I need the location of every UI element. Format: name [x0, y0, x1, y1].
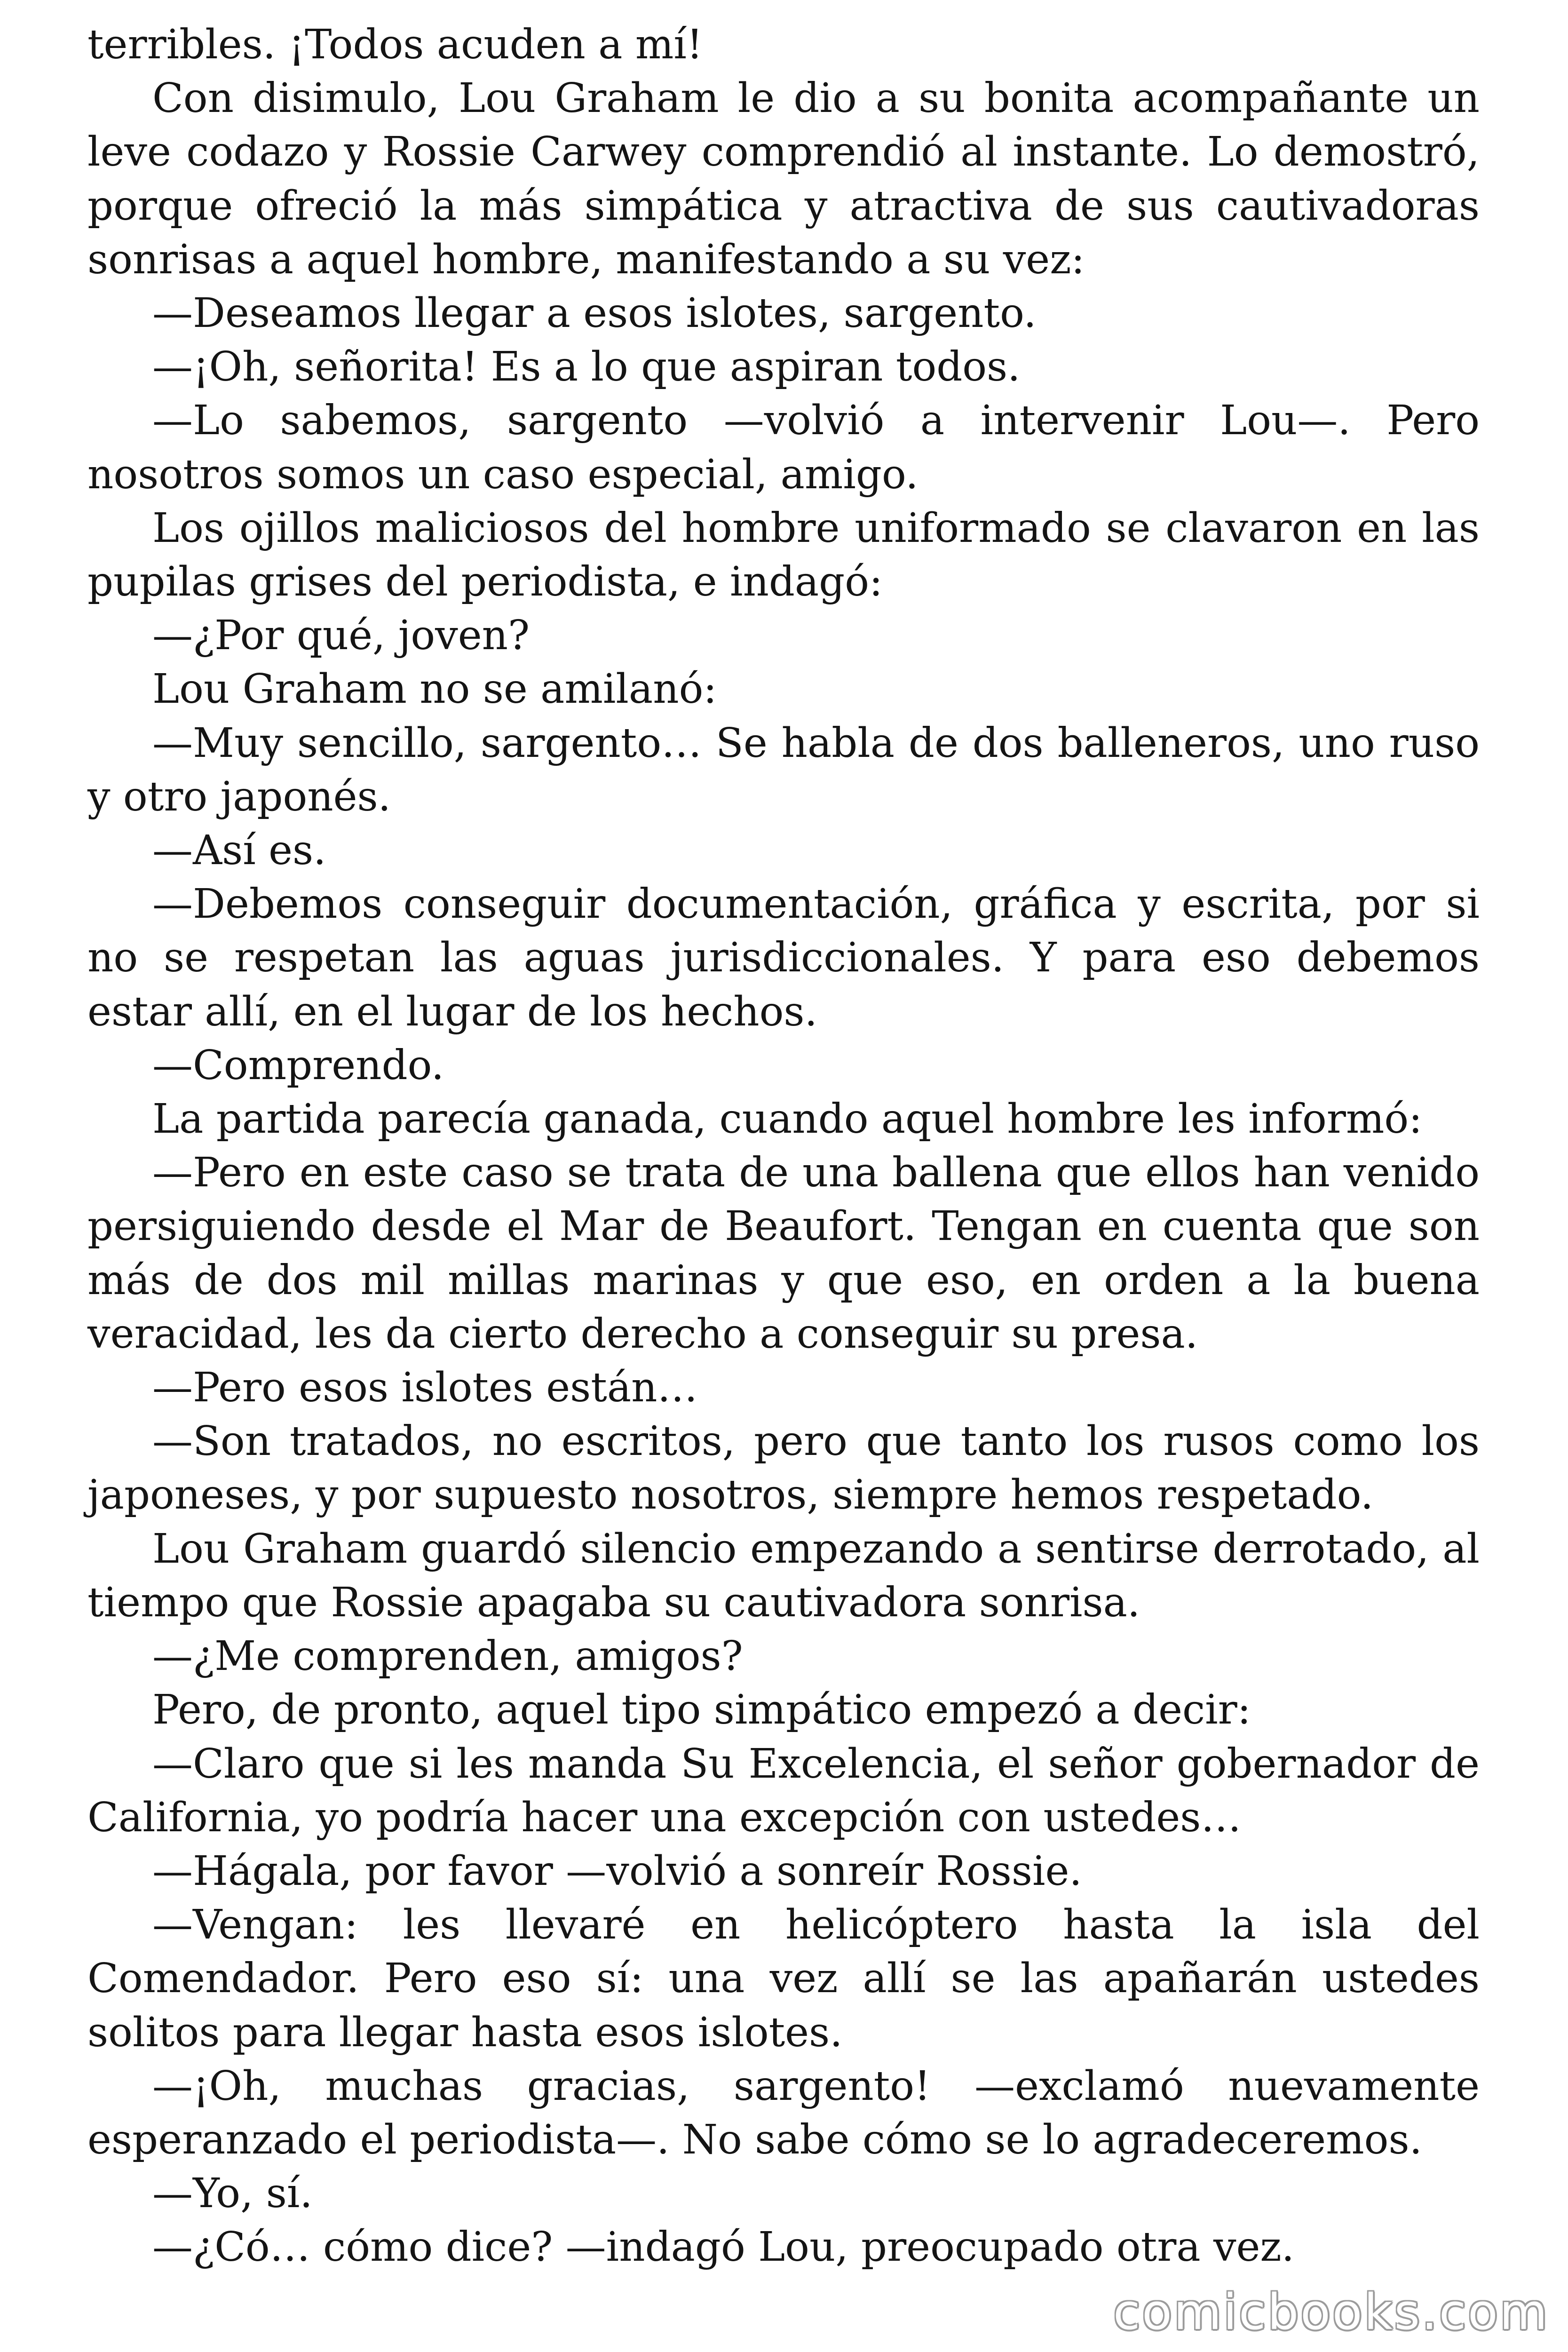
paragraph-dialogue: —¿Me comprenden, amigos?: [152, 1633, 743, 1680]
paragraph-dialogue: —Debemos conseguir documentación, gráfica y escrita, por si no se respetan las aguas jurisdiccionales. Y para eso debemos estar allí, en el lugar de los hechos.: [87, 881, 1480, 1035]
paragraph-dialogue: —Yo, sí.: [152, 2170, 313, 2217]
paragraph: Lou Graham guardó silencio empezando a sentirse derrotado, al tiempo que Rossie apagaba su cautivadora sonrisa.: [87, 1525, 1480, 1626]
paragraph-dialogue: —Pero esos islotes están…: [152, 1364, 698, 1412]
paragraph-dialogue: —¡Oh, muchas gracias, sargento! —exclamó nuevamente esperanzado el periodista—. No sabe cómo se lo agradeceremos.: [87, 2062, 1480, 2163]
paragraph-dialogue: —¡Oh, señorita! Es a lo que aspiran todos.: [152, 343, 1021, 391]
watermark-logo: comicbooks.com: [1113, 2283, 1549, 2341]
paragraph: Pero, de pronto, aquel tipo simpático empezó a decir:: [152, 1686, 1251, 1734]
paragraph-dialogue: —Lo sabemos, sargento —volvió a intervenir Lou—. Pero nosotros somos un caso especial, amigo.: [87, 397, 1480, 498]
paragraph-dialogue: —Así es.: [152, 827, 326, 874]
paragraph: Lou Graham no se amilanó:: [152, 666, 717, 713]
paragraph-dialogue: —Son tratados, no escritos, pero que tanto los rusos como los japoneses, y por supuesto nosotros, siempre hemos respetado.: [87, 1418, 1480, 1519]
paragraph-dialogue: —Muy sencillo, sargento… Se habla de dos balleneros, uno ruso y otro japonés.: [87, 719, 1480, 820]
paragraph-dialogue: —Deseamos llegar a esos islotes, sargento.: [152, 290, 1037, 337]
paragraph-dialogue: —¿Por qué, joven?: [152, 612, 530, 660]
paragraph: Los ojillos maliciosos del hombre uniformado se clavaron en las pupilas grises del periodista, e indagó:: [87, 504, 1480, 606]
paragraph-dialogue: —Claro que si les manda Su Excelencia, el señor gobernador de California, yo podría hacer una excepción con ustedes…: [87, 1740, 1480, 1841]
paragraph-dialogue: —Comprendo.: [152, 1041, 444, 1089]
page-text-body: [87, 18, 1480, 2274]
paragraph-continuation: terribles. ¡Todos acuden a mí!: [87, 21, 703, 68]
paragraph-dialogue: —¿Có… cómo dice? —indagó Lou, preocupado otra vez.: [152, 2224, 1295, 2271]
paragraph: Con disimulo, Lou Graham le dio a su bonita acompañante un leve codazo y Rossie Carwey comprendió al instante. Lo demostró, porque ofreció la más simpática y atractiva de sus cautivadoras sonrisas a aquel hombre, manifestando a su vez:: [87, 75, 1480, 283]
paragraph-dialogue: —Vengan: les llevaré en helicóptero hasta la isla del Comendador. Pero eso sí: una vez allí se las apañarán ustedes solitos para llegar hasta esos islotes.: [87, 1901, 1480, 2056]
paragraph-dialogue: —Pero en este caso se trata de una ballena que ellos han venido persiguiendo desde el Mar de Beaufort. Tengan en cuenta que son más de dos mil millas marinas y que eso, en orden a la buena veracidad, les da cierto derecho a conseguir su presa.: [87, 1149, 1480, 1358]
paragraph: La partida parecía ganada, cuando aquel hombre les informó:: [152, 1096, 1423, 1143]
paragraph-dialogue: —Hágala, por favor —volvió a sonreír Rossie.: [152, 1847, 1082, 1895]
